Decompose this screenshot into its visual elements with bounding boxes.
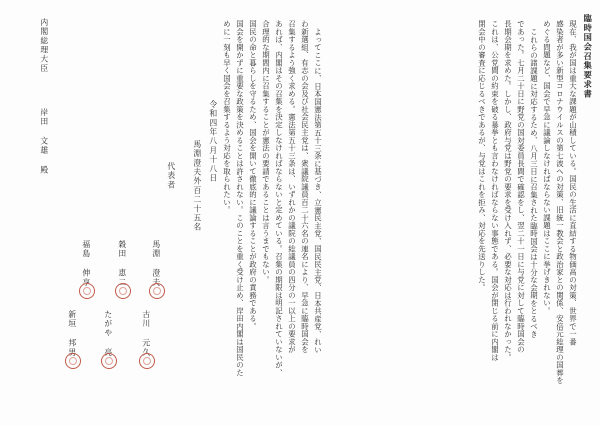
name-seal-stamp <box>149 283 165 299</box>
body-paragraph-line: 国会を開かずに重要な政策を決めることは許されない。このことを重く受け止め、岸田内閣は国民のた <box>235 20 245 377</box>
body-paragraph-line: であった。七月二十日に野党の国対委員長間で確認をし、翌二十一日に与党に対して臨時国会の <box>516 20 526 354</box>
body-paragraph-line: 召集するよう強く求める。憲法第五十三条は、いずれかの議院の総議員の四分の一以上の要求が <box>287 20 297 354</box>
name-seal-stamp <box>139 353 155 369</box>
submitter-name: 馬淵澄夫外百二十五名 <box>192 140 202 232</box>
body-paragraph-line: めぐる問題など、国会で早急に議論しなければならない課題はここに挙げきれない。 <box>542 20 552 315</box>
body-paragraph-line: 感染者が多い新型コロナウイルスの第七波への対策、旧統一教会と政治家との関係、安倍元総理の国葬を <box>555 20 565 385</box>
representative-name: 馬淵 澄夫 <box>151 240 161 288</box>
body-paragraph-line: あれば、内閣はその召集を決定しなければならないと定めている。召集の期限は明記されていないが、 <box>274 20 284 377</box>
body-paragraph-line: 長期会期を求めた。しかし、政府与党は野党の要求を受け入れず、必要な対応は行われなかった。 <box>503 20 513 361</box>
name-seal-stamp <box>79 283 95 299</box>
body-paragraph-line: これらの諸課題に対応するため、八月三日に召集された臨時国会は十分な会期をとるべき <box>529 28 539 338</box>
body-paragraph-line: 閉会中の審査に応じるべきであるが、与党はこれを拒み、対応を先送りした。 <box>477 20 487 292</box>
addressee-name: 岸田 文雄 殿 <box>39 108 49 175</box>
body-paragraph-line: これは、公党間の約束を破る暴挙とも言わなければならない事態である。国会が閉じる前に内閣は <box>490 20 500 361</box>
body-paragraph-line: めに一刻も早く国会を召集するよう対応を取られたい。 <box>222 20 232 214</box>
body-paragraph-line: 現在、我が国は重大な課題が山積している。国民の生活に直結する物価高の対策、世界で一番 <box>568 20 578 346</box>
representative-name: 古川 元久 <box>141 310 151 358</box>
document-title: 臨時国会召集要求書 <box>583 14 594 99</box>
representative-name: 新垣 邦男 <box>67 310 77 358</box>
document-date: 令和四年八月十八日 <box>208 100 218 183</box>
addressee-title: 内閣総理大臣 <box>39 18 49 74</box>
body-paragraph-line: 合理的な期間内に召集することが憲法の要請であることは言うまでもない。 <box>261 20 271 284</box>
name-seal-stamp <box>101 353 117 369</box>
representatives-label: 代表者 <box>166 162 176 190</box>
body-paragraph-line: よってここに、日本国憲法第五十三条に基づき、立憲民主党、国民民主党、日本共産党、れい <box>313 28 323 354</box>
body-paragraph-line: 国民の命と暮らしを守るため、国会を開いて徹底的に議論することが政府の責務である。 <box>248 20 258 330</box>
name-seal-stamp <box>65 353 81 369</box>
representative-name: 福島 伸享 <box>81 240 91 288</box>
body-paragraph-line: わ新選組、有志の会及び社会民主党は、衆議院議員百二十六名の連名により、早急に臨時国会を <box>300 20 310 354</box>
representative-name: 穀田 恵二 <box>117 240 127 288</box>
name-seal-stamp <box>115 283 131 299</box>
representative-name: たがや 亮 <box>103 310 113 358</box>
